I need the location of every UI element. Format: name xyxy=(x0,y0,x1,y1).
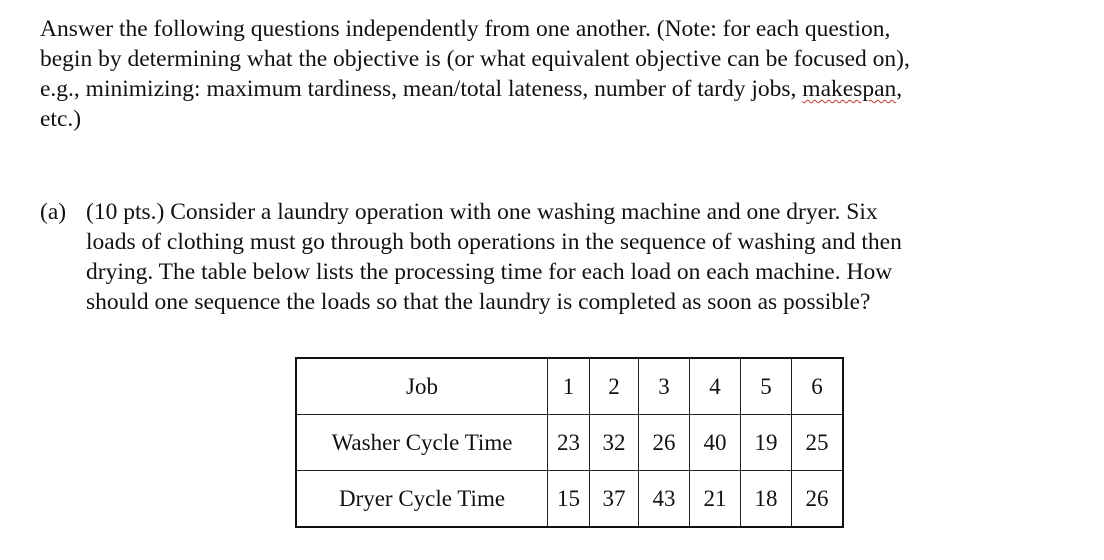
part-a-line-1: (10 pts.) Consider a laundry operation with one washing machine and one dryer. Six xyxy=(86,199,878,225)
washer-time-cell: 23 xyxy=(548,415,590,471)
part-a-line-4: should one sequence the loads so that the laundry is completed as soon as possible? xyxy=(86,289,871,315)
washer-time-cell: 26 xyxy=(639,415,690,471)
spellcheck-flagged-word[interactable]: makespan xyxy=(802,76,897,102)
flagged-word-suffix: , xyxy=(896,76,903,102)
part-a-label: (a) xyxy=(40,199,67,225)
washer-row xyxy=(296,415,843,471)
instructions-line-4: etc.) xyxy=(40,106,82,132)
job-number-cell: 2 xyxy=(590,358,639,415)
part-a-body xyxy=(86,197,1070,317)
processing-time-table xyxy=(295,357,844,528)
job-header-cell: Job xyxy=(296,358,548,415)
dryer-time-cell: 37 xyxy=(590,471,639,528)
part-a-line-2: loads of clothing must go through both operations in the sequence of washing and then xyxy=(86,229,902,255)
job-number-cell: 4 xyxy=(690,358,741,415)
dryer-row xyxy=(296,471,843,528)
dryer-time-cell: 43 xyxy=(639,471,690,528)
dryer-row-label: Dryer Cycle Time xyxy=(296,471,548,528)
washer-time-cell: 19 xyxy=(741,415,792,471)
dryer-time-cell: 18 xyxy=(741,471,792,528)
job-number-cell: 1 xyxy=(548,358,590,415)
washer-time-cell: 25 xyxy=(792,415,844,471)
instructions-paragraph xyxy=(40,14,1070,134)
instructions-line-3 xyxy=(40,74,1070,104)
instructions-line-3-text: e.g., minimizing: maximum tardiness, mean/total lateness, number of tardy jobs, xyxy=(40,76,797,102)
job-number-cell: 5 xyxy=(741,358,792,415)
washer-time-cell: 40 xyxy=(690,415,741,471)
part-a-line-3: drying. The table below lists the processing time for each load on each machine. How xyxy=(86,259,893,285)
washer-time-cell: 32 xyxy=(590,415,639,471)
dryer-time-cell: 21 xyxy=(690,471,741,528)
job-number-cell: 6 xyxy=(792,358,844,415)
instructions-line-2: begin by determining what the objective is (or what equivalent objective can be focused on), xyxy=(40,46,910,72)
instructions-line-1: Answer the following questions independently from one another. (Note: for each question, xyxy=(40,16,891,42)
washer-row-label: Washer Cycle Time xyxy=(296,415,548,471)
job-number-cell: 3 xyxy=(639,358,690,415)
dryer-time-cell: 26 xyxy=(792,471,844,528)
table-header-row xyxy=(296,358,843,415)
dryer-time-cell: 15 xyxy=(548,471,590,528)
